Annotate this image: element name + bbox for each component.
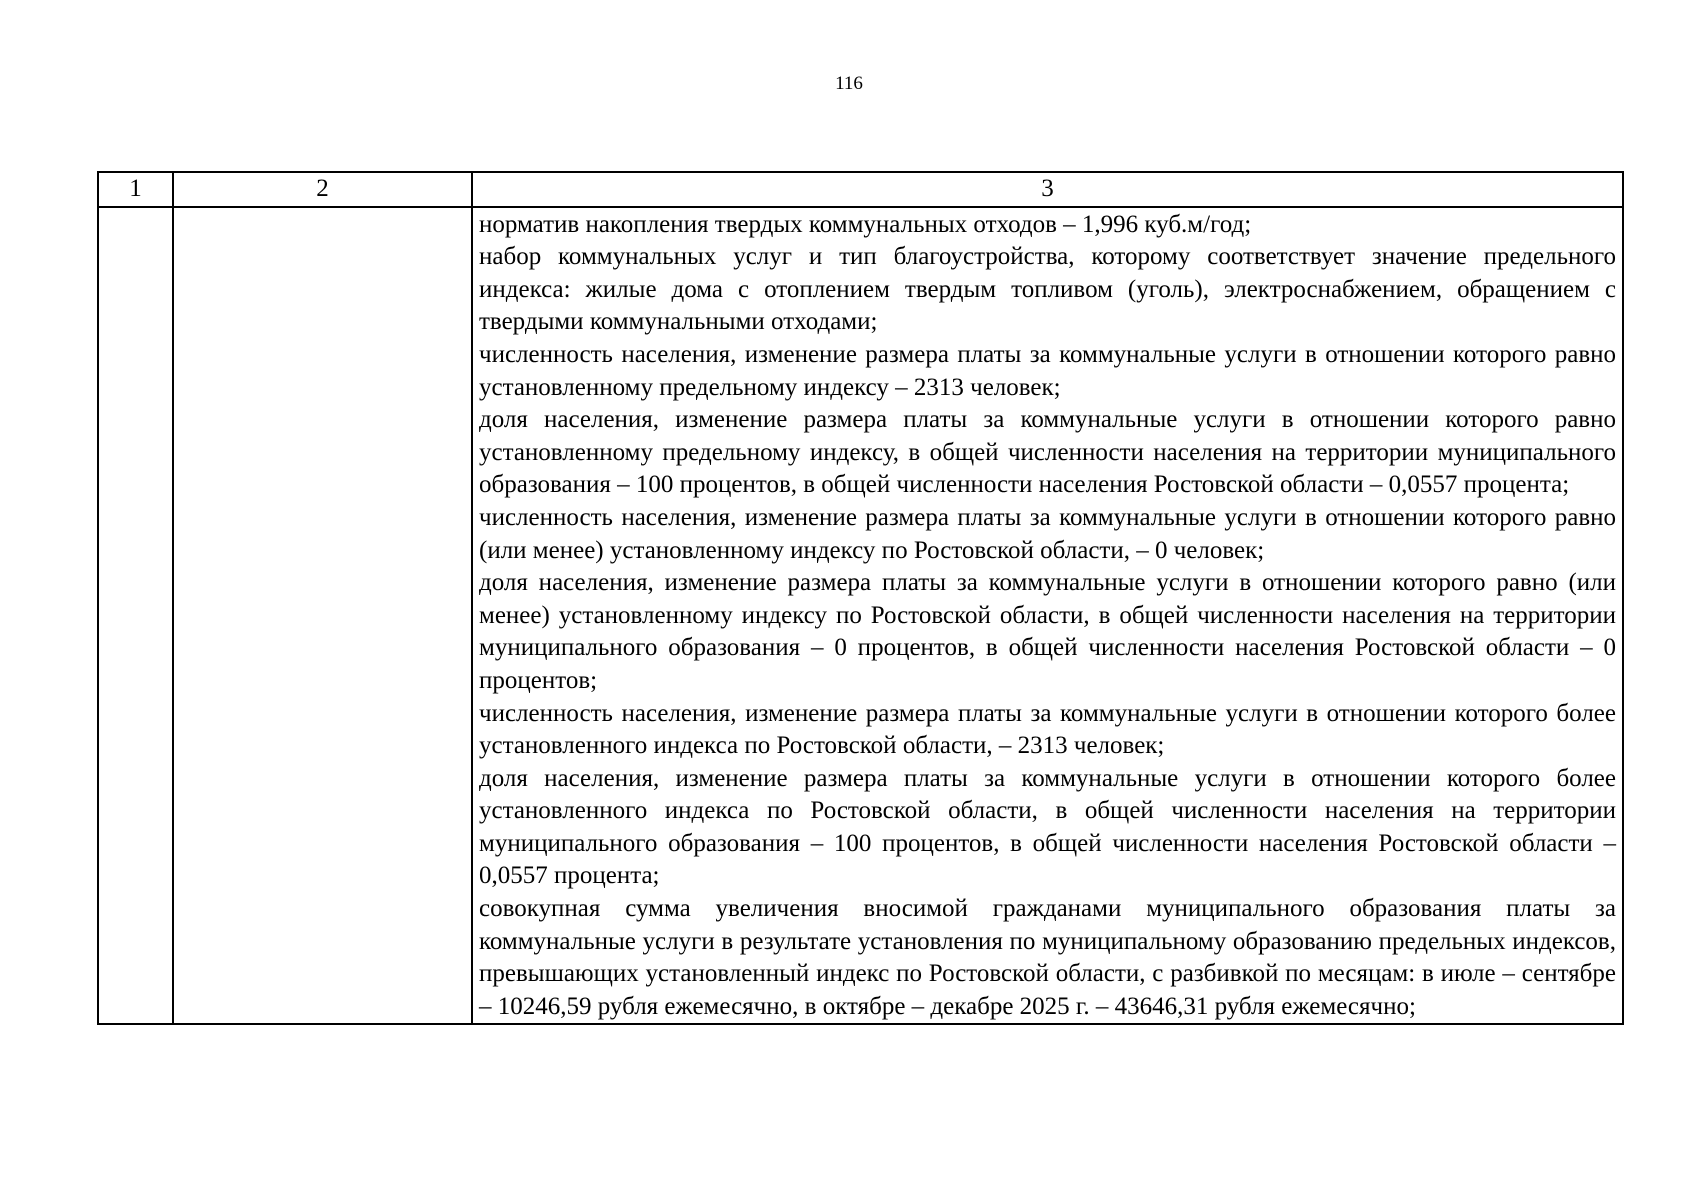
paragraph-population-more: численность населения, изменение размера платы за коммунальные услуги в отношении которого более установленного индекса по Ростовской области, – 2313 человек; xyxy=(479,699,1616,760)
page-number: 116 xyxy=(835,73,863,94)
header-cell-1: 1 xyxy=(98,172,173,207)
cell-content xyxy=(473,208,1622,1024)
paragraph-waste-norm: норматив накопления твердых коммунальных отходов – 1,996 куб.м/год; xyxy=(479,210,1252,238)
paragraph-services-set: набор коммунальных услуг и тип благоустройства, которому соответствует значение предельного индекса: жилые дома с отоплением твердым топливом (уголь), электроснабжением, обращением с твердыми коммунальными отходами; xyxy=(479,243,1616,336)
paragraph-population-less: численность населения, изменение размера платы за коммунальные услуги в отношении которого равно (или менее) установленному индексу по Ростовской области, – 0 человек; xyxy=(479,503,1616,564)
header-cell-3: 3 xyxy=(472,172,1623,207)
table-row xyxy=(98,207,1623,1025)
paragraph-share-less: доля населения, изменение размера платы за коммунальные услуги в отношении которого равно (или менее) установленному индексу по Ростовской области, в общей численности населения на территории муниципального образования – 0 процентов, в общей численности населения Ростовской области – 0 процентов; xyxy=(479,569,1616,694)
paragraph-total-increase: совокупная сумма увеличения вносимой гражданами муниципального образования платы за коммунальные услуги в результате установления по муниципальному образованию предельных индексов, превышающих установленный индекс по Ростовской области, с разбивкой по месяцам: в июле – сентябре – 10246,59 рубля ежемесячно, в октябре – декабре 2025 г. – 43646,31 рубля ежемесячно; xyxy=(479,895,1616,1020)
document-table xyxy=(97,171,1624,1025)
paragraph-share-more: доля населения, изменение размера платы за коммунальные услуги в отношении которого более установленного индекса по Ростовской области, в общей численности населения на территории муниципального образования – 100 процентов, в общей численности населения Ростовской области – 0,0557 процента; xyxy=(479,764,1616,890)
header-cell-2: 2 xyxy=(173,172,472,207)
table-header-row xyxy=(98,172,1623,207)
row-cell-2 xyxy=(173,207,472,1025)
row-cell-3 xyxy=(472,207,1623,1025)
row-cell-1 xyxy=(98,207,173,1025)
paragraph-population-equal: численность населения, изменение размера платы за коммунальные услуги в отношении которого равно установленному предельному индексу – 2313 человек; xyxy=(479,340,1616,401)
paragraph-share-equal: доля населения, изменение размера платы за коммунальные услуги в отношении которого равно установленному предельному индексу, в общей численности населения на территории муниципального образования – 100 процентов, в общей численности населения Ростовской области – 0,0557 процента; xyxy=(479,406,1616,499)
